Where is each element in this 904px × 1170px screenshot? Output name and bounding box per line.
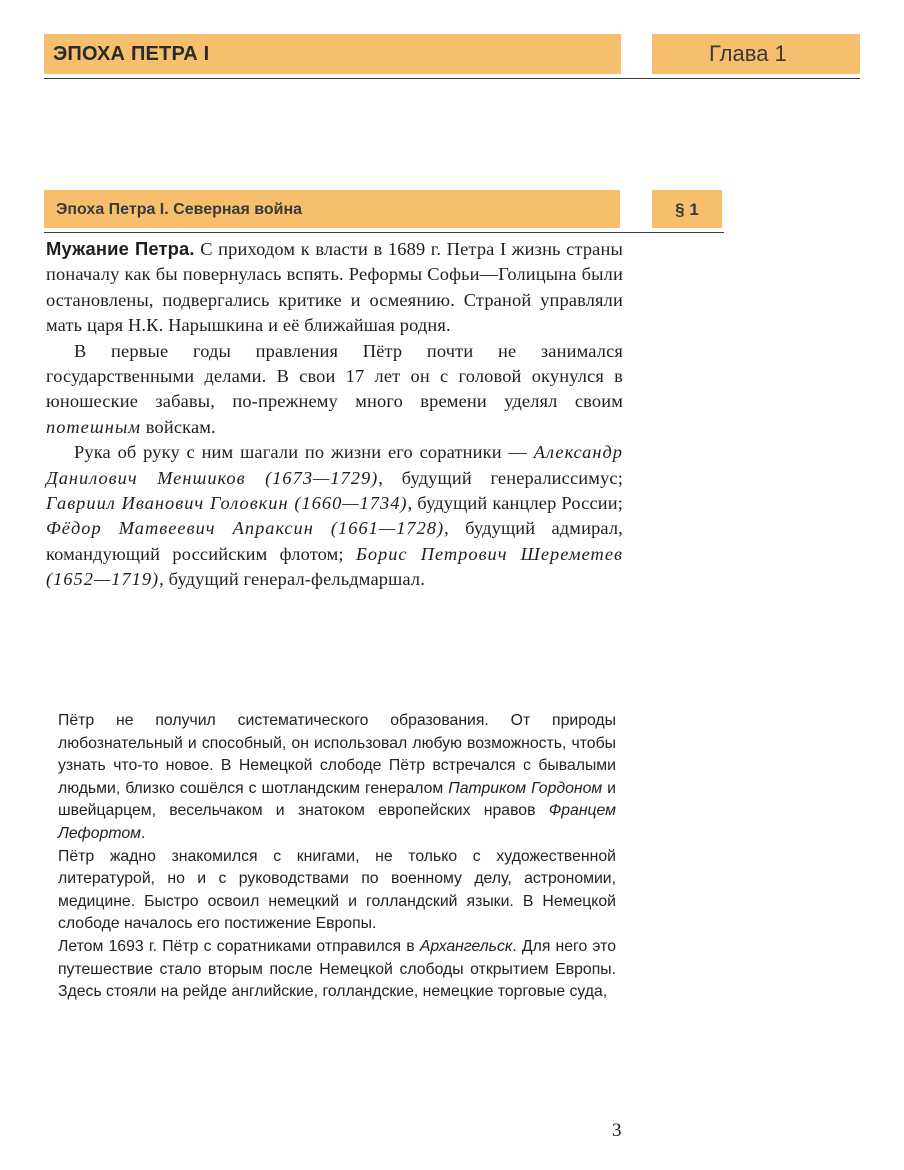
person-name: Францем Лефортом (58, 802, 616, 842)
paragraph-text: и швейцарцем, весельчаком и знатоком европейских нравов (58, 779, 616, 820)
paragraph-text: С приходом к власти в 1689 г. Петра I жизнь страны поначалу как бы повернулась вспять. Реформы Софьи—Голицына были остановлены, подвергались критике и осмеянию. Страной управляли мать царя Н.К. Нарышкина и её ближайшая родня. (46, 239, 623, 336)
paragraph-text: . (140, 824, 146, 842)
paragraph-text: , будущий генерал-фельдмаршал. (159, 569, 425, 590)
sidebar-paragraph (58, 710, 616, 846)
paragraph-lead: Мужание Петра. (46, 238, 195, 259)
page-number: 3 (612, 1120, 622, 1141)
person-name: Гавриил Иванович Головкин (1660—1734) (46, 493, 408, 514)
paragraph-text: войскам. (141, 416, 216, 437)
paragraph-text: . Для него это путешествие стало вторым после Немецкой слободы открытием Европы. Здесь стояли на рейде английские, голландские, немецкие торговые суда, (58, 937, 616, 1001)
sidebar-note (58, 710, 616, 1004)
paragraph-text: В первые годы правления Пётр почти не занимался государственными делами. В свои 17 лет он с головой окунулся в юношеские забавы, по-прежнему много времени уделял своим (46, 340, 623, 412)
chapter-title: ЭПОХА ПЕТРА I (53, 43, 210, 65)
paragraph-text: , будущий адмирал, командующий российским флотом; (46, 518, 623, 564)
sidebar-paragraph (58, 936, 616, 1004)
paragraph (46, 236, 623, 339)
header-divider (44, 78, 860, 79)
section-title: Эпоха Петра I. Северная война (56, 201, 303, 218)
emphasis-text: потешным (46, 416, 142, 437)
chapter-title-band (44, 34, 621, 74)
person-name: Фёдор Матвеевич Апраксин (1661—1728) (46, 518, 445, 539)
person-name: Александр Данилович Меншиков (1673—1729) (46, 442, 623, 488)
paragraph (46, 440, 623, 592)
place-name: Архангельск (419, 937, 513, 955)
paragraph-text: Летом 1693 г. Пётр с соратниками отправился в (58, 937, 420, 955)
chapter-label-band (652, 34, 860, 74)
person-name: Патриком Гордоном (448, 779, 603, 797)
sidebar-paragraph: Пётр жадно знакомился с книгами, не только с художественной литературой, но и с руководствами по военному делу, астрономии, медицине. Быстро освоил немецкий и голландский языки. В Немецкой слободе началось его постижение Европы. (58, 847, 616, 933)
paragraph (46, 339, 623, 441)
paragraph-text: , будущий генералиссимус; (378, 467, 623, 488)
paragraph-text: , будущий канцлер России; (407, 493, 623, 514)
section-number-band (652, 190, 722, 228)
section-divider (44, 232, 724, 233)
paragraph-text: Пётр не получил систематического образования. От природы любознательный и способный, он использовал любую возможность, чтобы узнать что-то новое. В Немецкой слободе Пётр встречался с бывалыми людьми, близко сошёлся с шотландским генералом (58, 712, 616, 797)
section-number: § 1 (675, 200, 699, 219)
person-name: Борис Петрович Шереметев (1652—1719) (46, 543, 623, 590)
paragraph-text: Рука об руку с ним шагали по жизни его соратники — (74, 442, 534, 463)
section-title-band (44, 190, 620, 228)
main-text (46, 236, 623, 593)
chapter-label: Глава 1 (709, 41, 787, 66)
